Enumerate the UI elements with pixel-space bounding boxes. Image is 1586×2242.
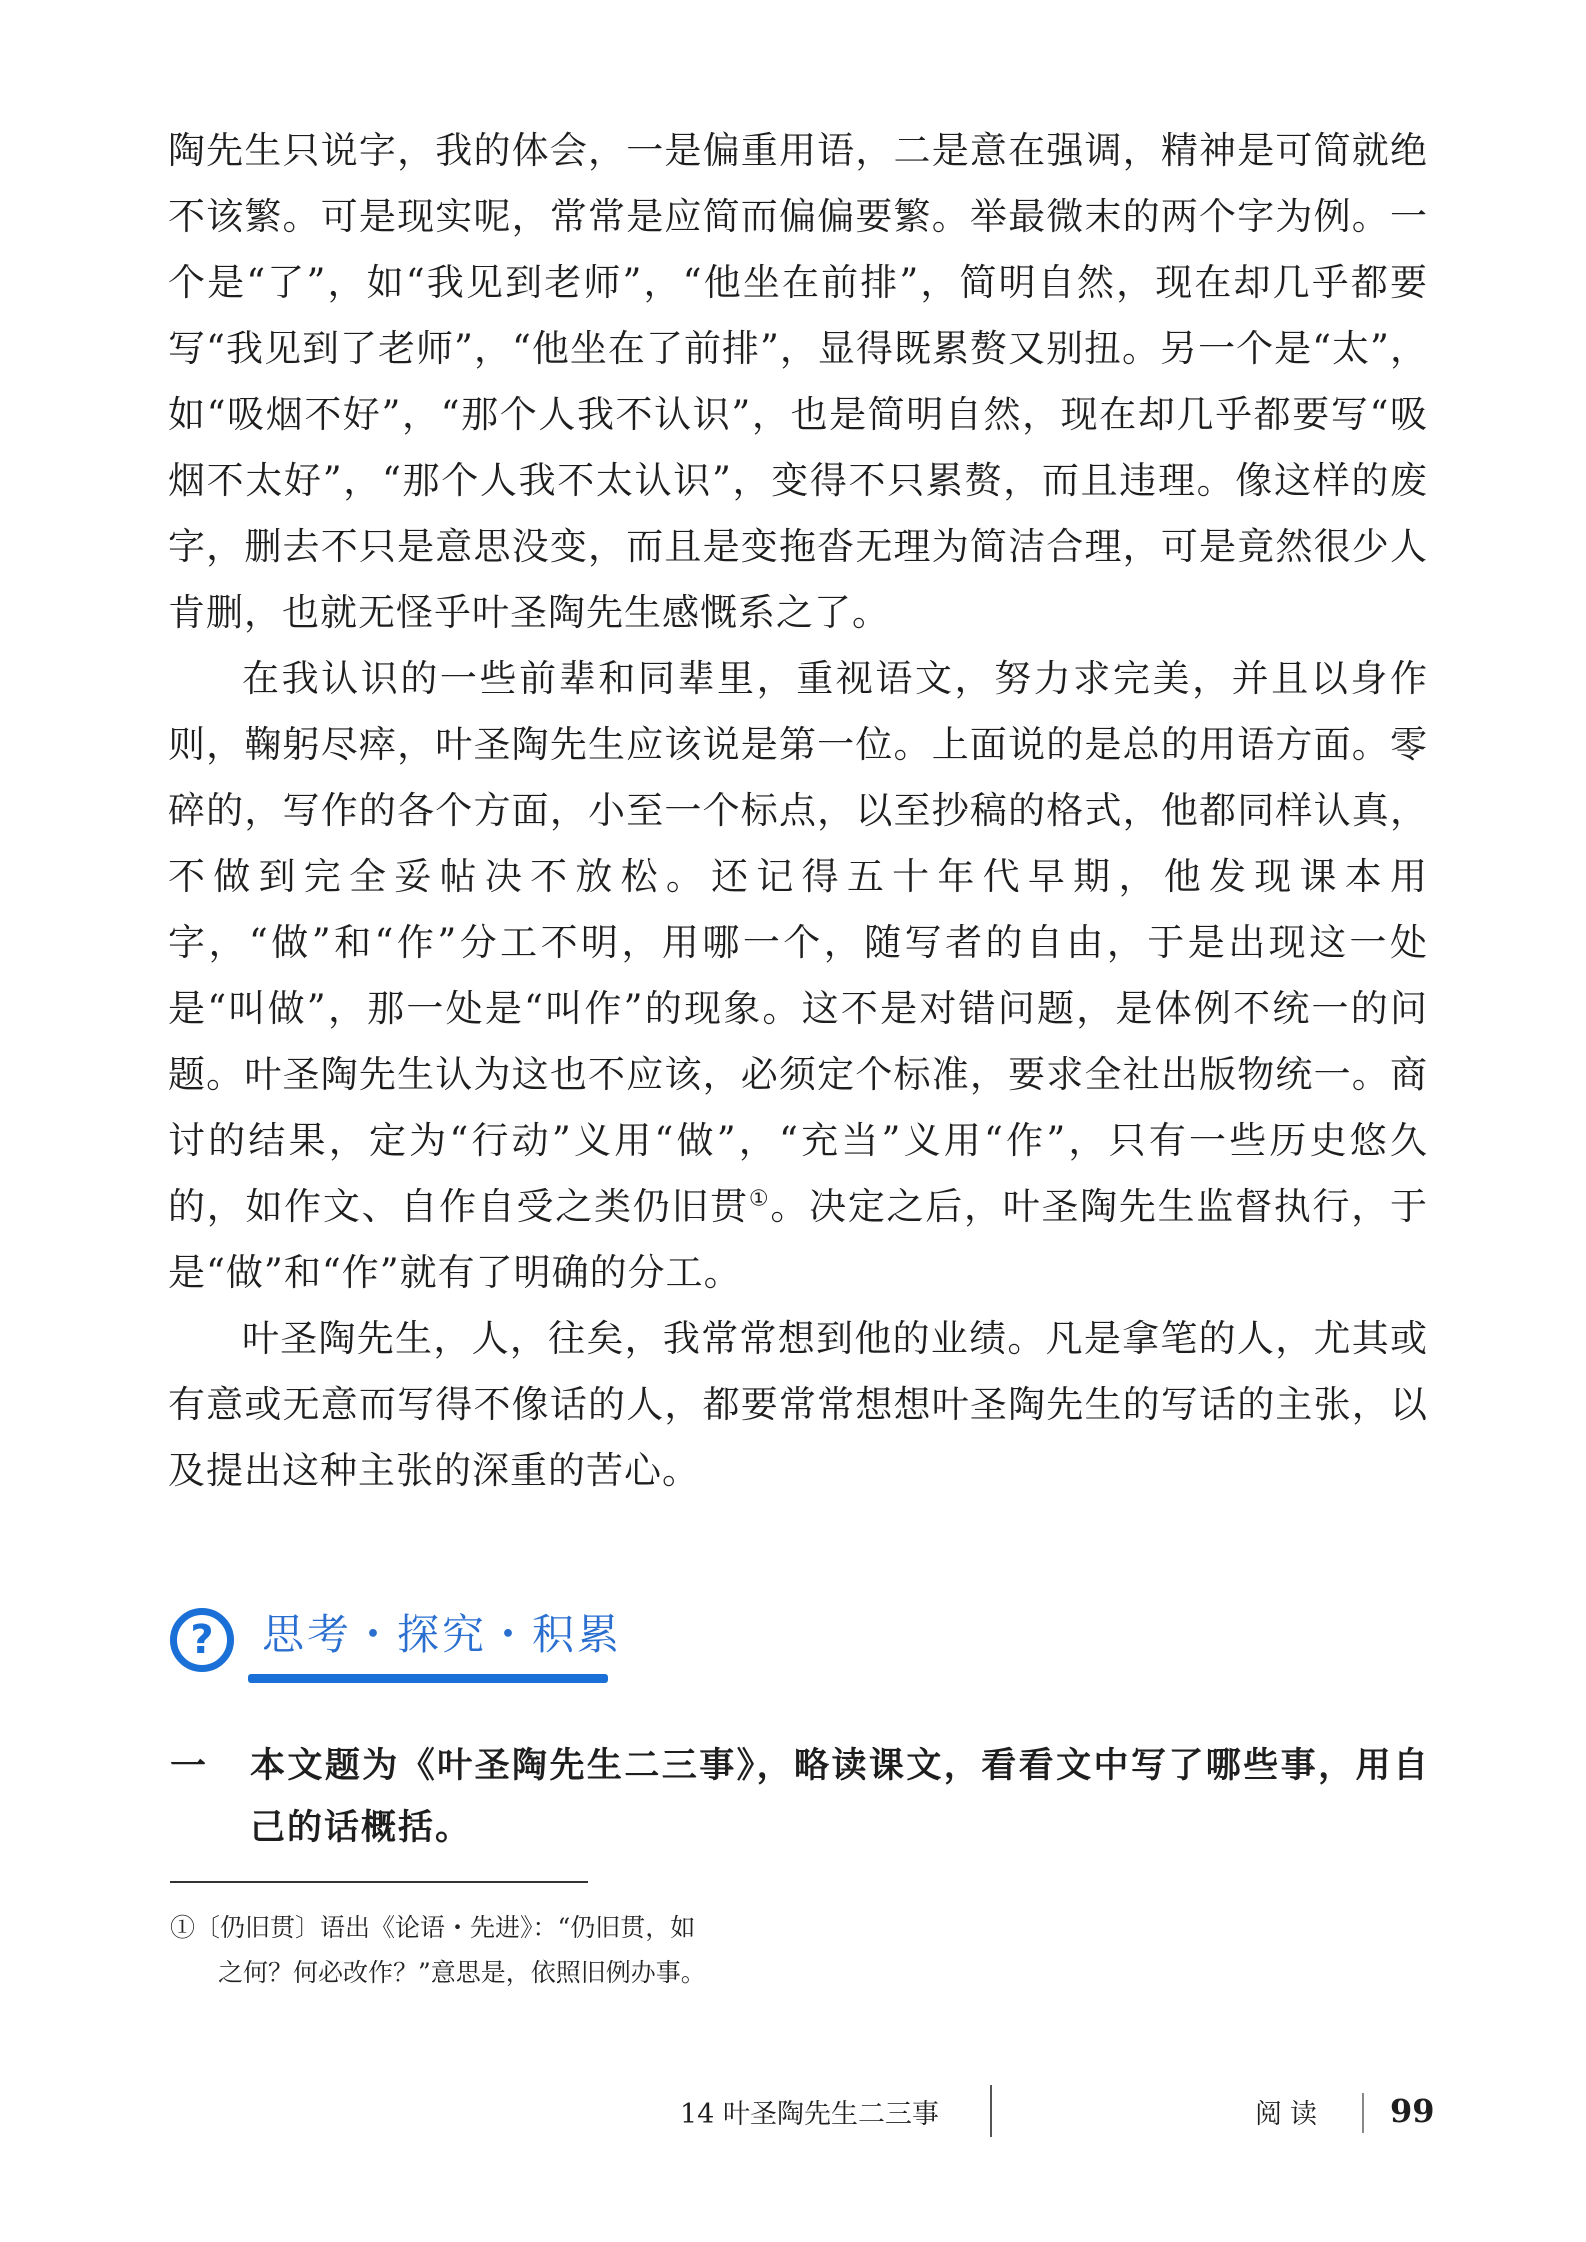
page-footer [0, 2085, 1586, 2145]
question-number: 一 [170, 1745, 207, 1787]
paragraph-2-text: 在我认识的一些前辈和同辈里，重视语文，努力求完美，并且以身作则，鞠躬尽瘁，叶圣陶先生应该说是第一位。上面说的是总的用语方面。零碎的，写作的各个方面，小至一个标点，以至抄稿的格式，他都同样认真，不做到完全妥帖决不放松。还记得五十年代早期，他发现课本用字，“做”和“作”分工不明，用哪一个，随写者的自由，于是出现这一处是“叫做”，那一处是“叫作”的现象。这不是对错问题，是体例不统一的问题。叶圣陶先生认为这也不应该，必须定个标准，要求全社出版物统一。商讨的结果，定为“行动”义用“做”，“充当”义用“作”，只有一些历史悠久的，如作文、自作自受之类仍旧贯 [168, 657, 1428, 1228]
exercise-question [170, 1735, 1430, 1859]
header-underline [248, 1674, 608, 1683]
footer-lesson-title: 14 叶圣陶先生二三事 [680, 2099, 939, 2130]
footer-divider-2 [1362, 2093, 1364, 2133]
paragraph-1: 陶先生只说字，我的体会，一是偏重用语，二是意在强调，精神是可简就绝不该繁。可是现实呢，常常是应简而偏偏要繁。举最微末的两个字为例。一个是“了”，如“我见到老师”，“他坐在前排”，简明自然，现在却几乎都要写“我见到了老师”，“他坐在了前排”，显得既累赘又别扭。另一个是“太”，如“吸烟不好”，“那个人我不认识”，也是简明自然，现在却几乎都要写“吸烟不太好”，“那个人我不太认识”，变得不只累赘，而且违理。像这样的废字，删去不只是意思没变，而且是变拖沓无理为简洁合理，可是竟然很少人肯删，也就无怪乎叶圣陶先生感慨系之了。 [168, 129, 1428, 634]
footer-section-label: 阅读 [1255, 2099, 1325, 2130]
footnote-divider [170, 1881, 588, 1883]
footer-divider [990, 2085, 992, 2137]
paragraph-2 [168, 646, 1428, 1306]
footnote [170, 1905, 790, 1995]
question-mark-icon: ? [170, 1608, 234, 1672]
section-title: 思考・探究・积累 [262, 1610, 623, 1659]
paragraph-2-tail: 。决定之后，叶圣陶先生监督执行，于是“做”和“作”就有了明确的分工。 [168, 1185, 1428, 1294]
exercise-section-header [170, 1600, 630, 1690]
question-text: 本文题为《叶圣陶先生二三事》，略读课文，看看文中写了哪些事，用自己的话概括。 [250, 1745, 1430, 1848]
paragraph-3: 叶圣陶先生，人，往矣，我常常想到他的业绩。凡是拿笔的人，尤其或有意或无意而写得不像话的人，都要常常想想叶圣陶先生的写话的主张，以及提出这种主张的深重的苦心。 [168, 1317, 1428, 1492]
page-number: 99 [1390, 2092, 1435, 2130]
article-body [168, 118, 1428, 1504]
footnote-line-1: ①〔仍旧贯〕语出《论语・先进》：“仍旧贯，如 [170, 1913, 696, 1942]
footnote-line-2: 之何？何必改作？”意思是，依照旧例办事。 [218, 1958, 706, 1987]
footnote-marker[interactable]: ① [748, 1186, 771, 1212]
